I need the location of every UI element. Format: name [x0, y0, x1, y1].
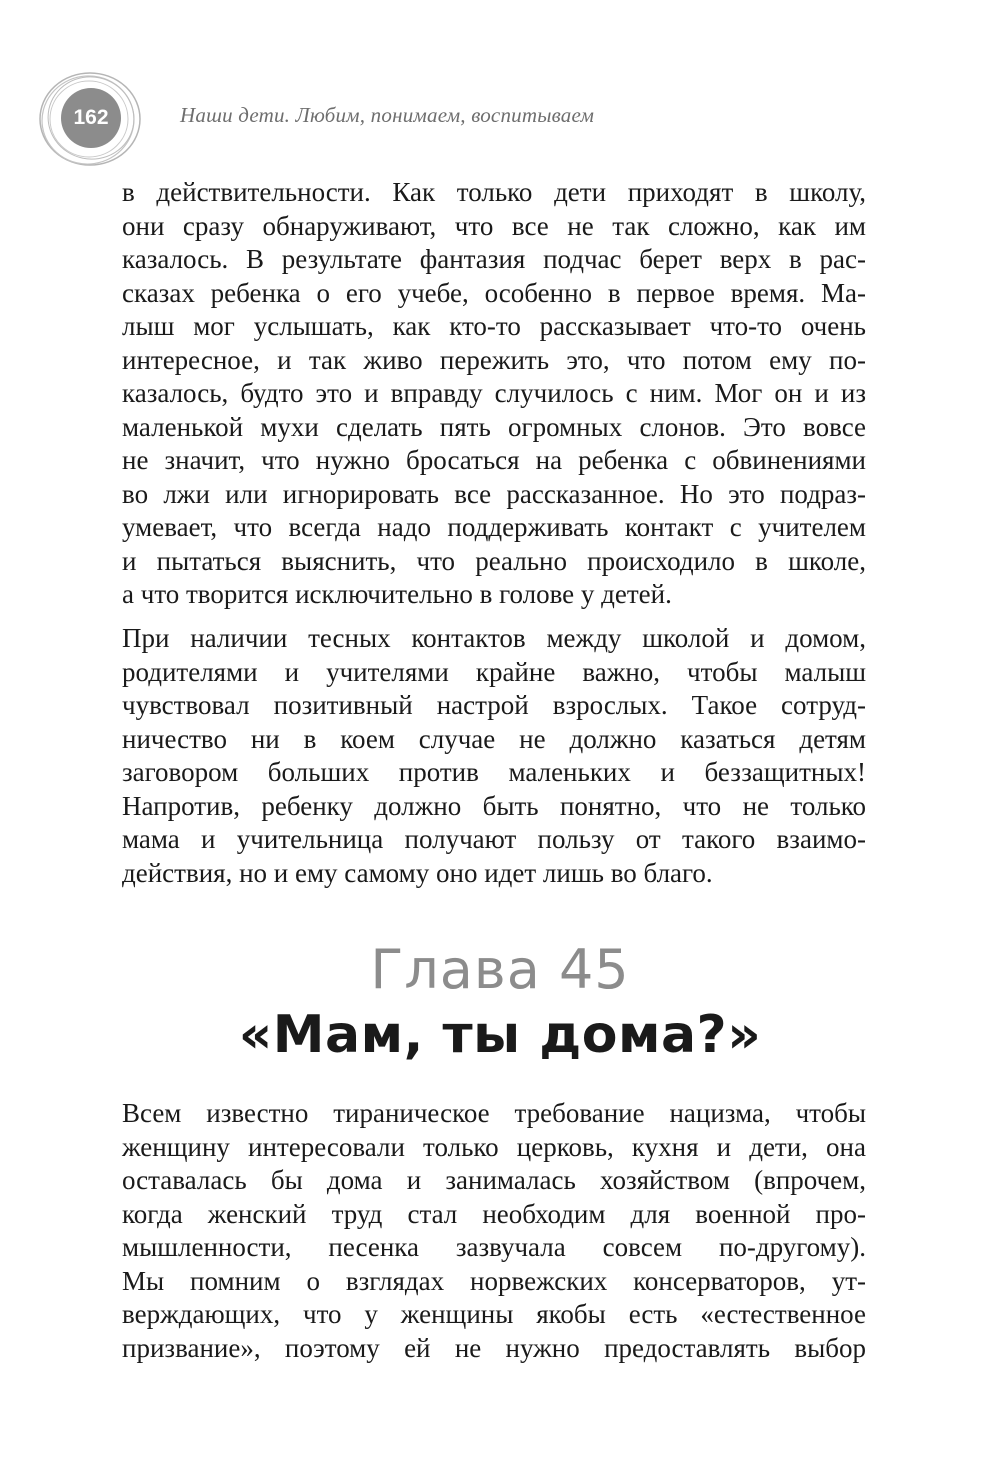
text-line: При наличии тесных контактов между школой и домом, [122, 623, 866, 653]
text-line: во лжи или игнорировать все рассказанное. Но это подраз- [122, 478, 866, 509]
text-line: оставалась бы дома и занималась хозяйством (впрочем, [122, 1165, 866, 1195]
text-line: родителями и учителями крайне важно, чтобы малыш [122, 656, 866, 687]
text-line: а что творится исключительно в голове у детей. [122, 579, 672, 609]
text-line: когда женский труд стал необходим для военной про- [122, 1198, 866, 1229]
text-line: чувствовал позитивный настрой взрослых. Такое сотруд- [122, 690, 866, 720]
paragraph-3 [122, 1097, 866, 1365]
text-line: в действительности. Как только дети приходят в школу, [122, 177, 866, 207]
text-line: ничество ни в коем случае не должно казаться детям [122, 723, 866, 754]
running-head-title: Наши дети. Любим, понимаем, воспитываем [180, 103, 595, 127]
text-line: умевает, что всегда надо поддерживать контакт с учителем [122, 512, 866, 542]
text-line: казалось. В результате фантазия подчас берет верх в рас- [122, 244, 866, 274]
text-line: Всем известно тираническое требование нацизма, чтобы [122, 1098, 866, 1128]
chapter-title: «Мам, ты дома?» [238, 1005, 762, 1065]
paragraph-1 [122, 176, 866, 612]
text-line: действия, но и ему самому оно идет лишь во благо. [122, 857, 713, 888]
text-line: маленькой мухи сделать пять огромных слонов. Это вовсе [122, 411, 866, 442]
text-line: и пытаться выяснить, что реально происходило в школе, [122, 545, 866, 576]
text-line: лыш мог услышать, как кто-то рассказывает что-то очень [122, 311, 866, 341]
text-line: Напротив, ребенку должно быть понятно, что не только [122, 790, 866, 821]
chapter-label: Глава 45 [370, 938, 630, 1001]
page-number: 162 [73, 106, 109, 129]
text-line: мышленности, песенка зазвучала совсем по-другому). [122, 1232, 866, 1262]
text-line: верждающих, что у женщины якобы есть «естественное [122, 1299, 866, 1329]
text-line: не значит, что нужно бросаться на ребенка с обвинениями [122, 445, 866, 475]
paragraph-2 [122, 622, 866, 890]
text-line: призвание», поэтому ей не нужно предоставлять выбор [122, 1332, 866, 1363]
page-number-badge [34, 70, 144, 170]
text-line: женщину интересовали только церковь, кухня и дети, она [122, 1131, 866, 1162]
text-line: Мы помним о взглядах норвежских консерваторов, ут- [122, 1265, 866, 1296]
text-line: они сразу обнаруживают, что все не так сложно, как им [122, 210, 866, 241]
text-line: сказах ребенка о его учебе, особенно в первое время. Ма- [122, 277, 866, 308]
text-line: казалось, будто это и вправду случилось с ним. Мог он и из [122, 378, 866, 408]
text-line: интересное, и так живо пережить это, что потом ему по- [122, 344, 866, 375]
text-line: заговором больших против маленьких и беззащитных! [122, 757, 866, 787]
text-line: мама и учительница получают пользу от такого взаимо- [122, 824, 866, 854]
